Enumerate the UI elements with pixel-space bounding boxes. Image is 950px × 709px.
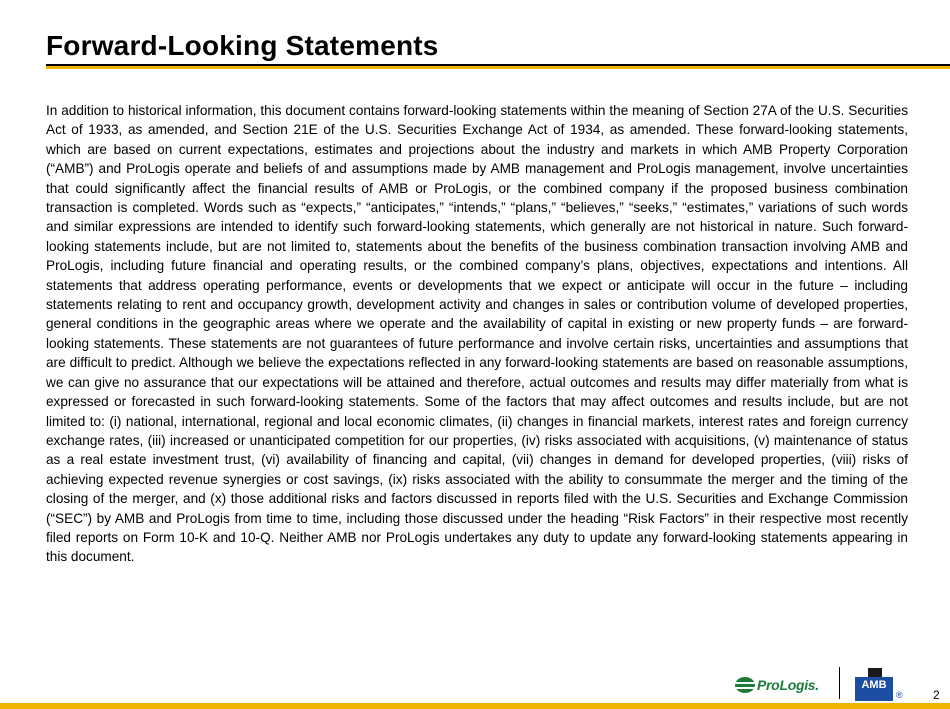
prologis-logo-text: ProLogis.	[757, 677, 819, 693]
registered-mark: ®	[896, 690, 903, 700]
amb-logo-text: AMB	[861, 679, 887, 691]
footer-accent-bar	[0, 703, 950, 709]
prologis-logo	[735, 674, 819, 696]
amb-logo	[855, 668, 895, 702]
globe-icon	[735, 677, 755, 693]
page-number: 2	[933, 688, 940, 702]
disclaimer-body-text: In addition to historical information, this document contains forward-looking statements within the meaning of Section 27A of the U.S. Securities Act of 1933, as amended, and Section 21E of the U.S. Securities Exchange Act of 1934, as amended. These forward-looking statements, which are based on current expectations, estimates and projections about the industry and markets in which AMB Property Corporation (“AMB”) and ProLogis operate and beliefs of and assumptions made by AMB management and ProLogis management, involve uncertainties that could significantly affect the financial results of AMB or ProLogis, or the combined company if the proposed business combination transaction is completed. Words such as “expects,” “anticipates,” “intends,” “plans,” “believes,” “seeks,” “estimates,” variations of such words and similar expressions are intended to identify such forward-looking statements, which generally are not historical in nature. Such forward-looking statements include, but are not limited to, statements about the benefits of the business combination transaction involving AMB and ProLogis, including future financial and operating results, or the combined company’s plans, objectives, expectations and intentions. All statements that address operating performance, events or developments that we expect or anticipate will occur in the future – including statements relating to rent and occupancy growth, development activity and changes in sales or contribution volume of developed properties, general conditions in the geographic areas where we operate and the availability of capital in existing or new property funds – are forward-looking statements. These statements are not guarantees of future performance and involve certain risks, uncertainties and assumptions that are difficult to predict. Although we believe the expectations reflected in any forward-looking statements are based on reasonable assumptions, we can give no assurance that our expectations will be attained and therefore, actual outcomes and results may differ materially from what is expressed or forecasted in such forward-looking statements. Some of the factors that may affect outcomes and results include, but are not limited to: (i) national, international, regional and local economic climates, (ii) changes in financial markets, interest rates and foreign currency exchange rates, (iii) increased or unanticipated competition for our properties, (iv) risks associated with acquisitions, (v) maintenance of status as a real estate investment trust, (vi) availability of financing and capital, (vii) changes in demand for developed properties, (viii) risks of achieving expected revenue synergies or cost savings, (ix) risks associated with the ability to consummate the merger and the timing of the closing of the merger, and (x) those additional risks and factors discussed in reports filed with the U.S. Securities and Exchange Commission (“SEC”) by AMB and ProLogis from time to time, including those discussed under the heading “Risk Factors” in their respective most recently filed reports on Form 10-K and 10-Q. Neither AMB nor ProLogis undertakes any duty to update any forward-looking statements appearing in this document.	[46, 103, 908, 565]
logo-divider	[839, 667, 840, 699]
amb-logo-blue-square	[855, 677, 893, 701]
title-accent-rule	[46, 66, 950, 69]
page-title: Forward-Looking Statements	[46, 30, 439, 61]
